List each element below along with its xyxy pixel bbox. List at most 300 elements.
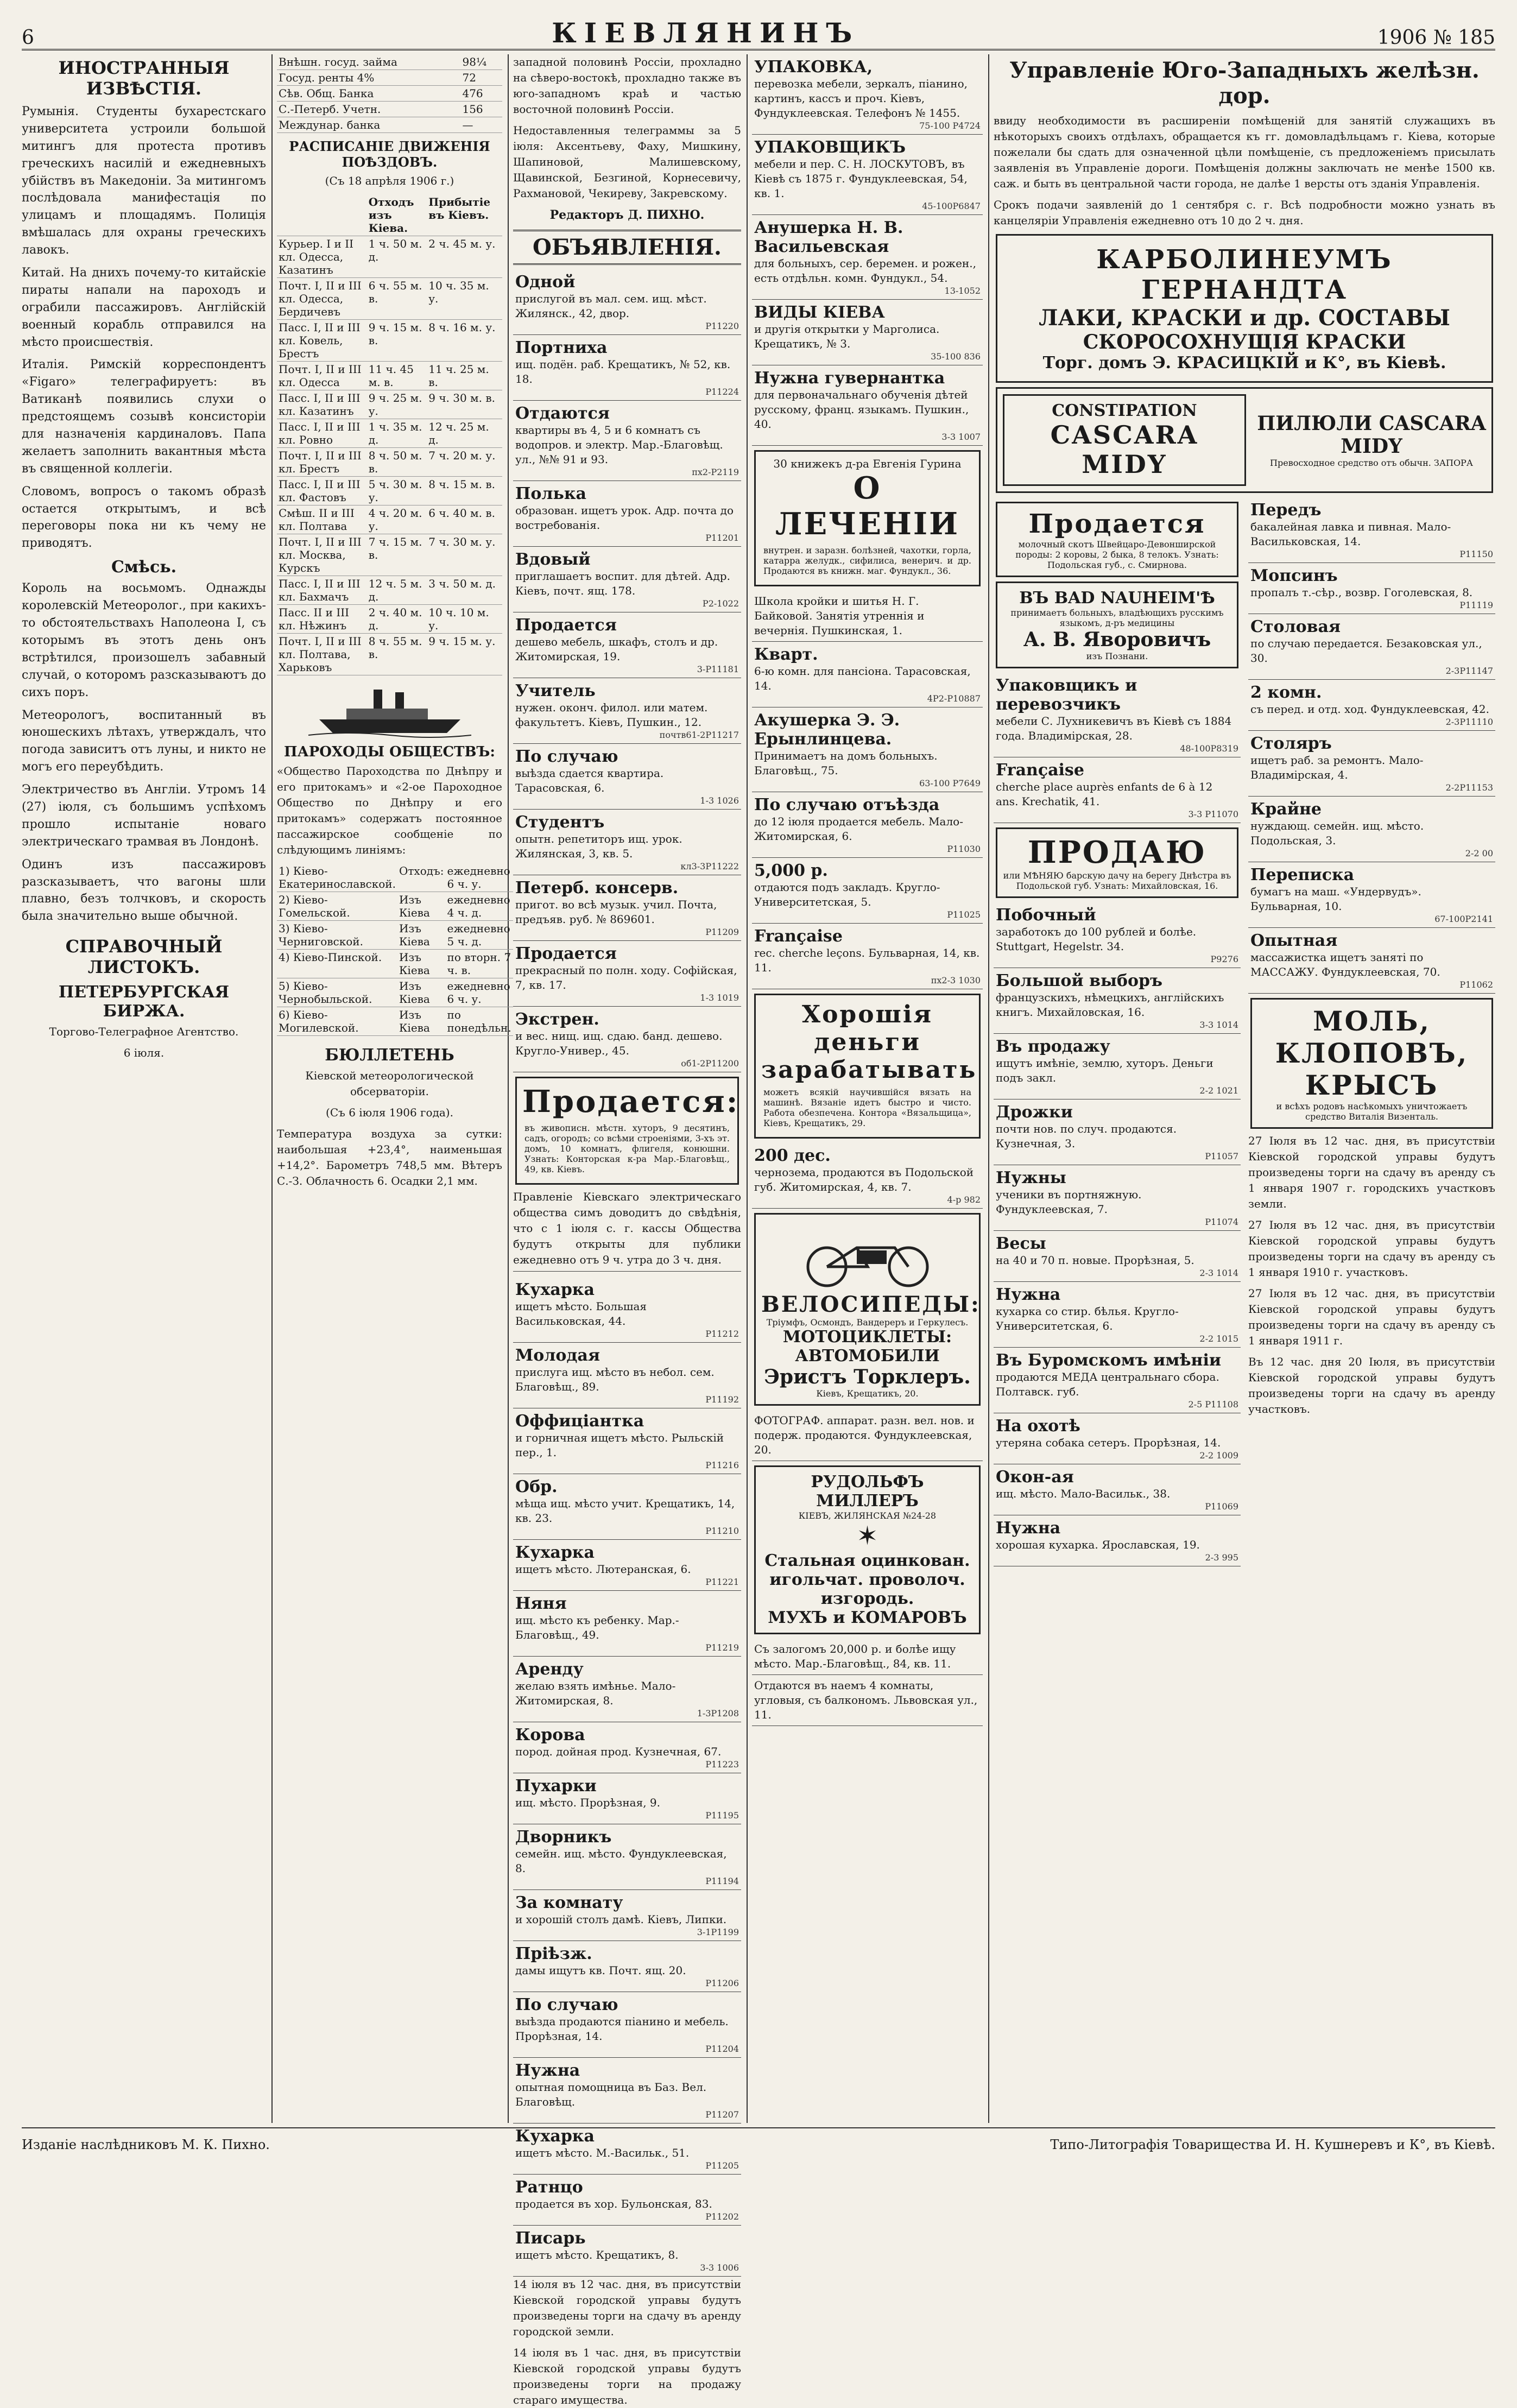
table-cell: ежедневно 5 ч. д. [446,921,513,950]
table-cell: 9 ч. 25 м. у. [367,390,427,419]
camera-ad-text: ФОТОГРАФ. аппарат. разн. вел. нов. и подерж. продаются. Фундуклеевская, 20. [754,1414,975,1456]
ad-text: квартиры въ 4, 5 и 6 комнатъ съ водопров. и электр. Мар.-Благовѣщ. ул., №№ 91 и 93. [515,423,723,466]
classified-ad [994,1282,1241,1348]
money-ad-box [754,994,981,1139]
ad-lead-word: Въ продажу [996,1037,1110,1056]
table-cell: Курьер. I и II кл. Одесса, Казатинъ [277,236,367,278]
classified-ad [994,1099,1241,1165]
ad-lead-word: 200 дес. [754,1146,831,1165]
dacha-sale-ad [996,827,1238,898]
table-cell: 3) Кіево-Черниговской. [277,921,397,950]
ad-text: отдаются подъ закладъ. Кругло-Университетская, 5. [754,881,940,908]
classified-list [994,673,1241,823]
ad-code: Р11210 [705,1525,739,1536]
ad-text: ищ. мѣсто къ ребенку. Мар.-Благовѣщ., 49. [515,1613,679,1641]
section-title-foreign: ИНОСТРАННЫЯ ИЗВѢСТІЯ. [58,58,230,99]
table-cell: Междунар. банка [277,117,460,133]
ad-lead-word: Мопсинъ [1250,566,1338,585]
ad-code: 2-3 1014 [1199,1268,1238,1278]
editor-name: Редакторъ Д. ПИХНО. [549,208,705,222]
table-cell: 6) Кіево-Могилевской. [277,1007,397,1036]
ad-code: 45-100Р6847 [922,201,981,211]
classified-ad [513,875,741,941]
table-cell: 7 ч. 20 м. у. [427,448,502,477]
agency-name: Торгово-Телеграфное Агентство. [49,1025,239,1039]
rent-ad-text: Отдаются въ наемъ 4 комнаты, угловыя, съ балкономъ. Львовская ул., 11. [754,1679,978,1721]
ad-text: опытная помощница въ Баз. Вел. Благовѣщ. [515,2080,707,2108]
table-cell: Пасс. I, II и III кл. Бахмачъ [277,576,367,605]
classified-ad [513,1773,741,1824]
classified-ad [752,365,983,446]
table-cell: 4 ч. 20 м. у. [367,505,427,534]
classified-ad [513,1343,741,1408]
ad-code: Р11221 [705,1576,739,1587]
ad-lead-word: На охотѣ [996,1417,1080,1436]
motorcycle-icon [797,1223,938,1288]
classified-list [752,642,983,989]
ad-text: желаю взять имѣнье. Мало-Житомирская, 8. [515,1679,676,1707]
ad-code: 2-3 995 [1205,1552,1238,1563]
rent-ad [752,1675,983,1726]
ad-lead-word: Акушерка Э. Э. Ерынлинцева. [754,711,900,749]
publisher-credit: Изданіе наслѣдниковъ М. К. Пихно. [22,2137,270,2152]
ad-lead-word: Нужна [515,2061,580,2080]
ad-text: и горничная ищетъ мѣсто. Рыльскій пер., 1. [515,1431,724,1459]
classified-list [1248,497,1495,994]
article-paragraph: Словомъ, вопросъ о такомъ образѣ остается открытымъ, и всѣ переговоры пока ни къ чему не приводятъ. [22,484,266,551]
classified-ad [513,2175,741,2226]
ad-code: 75-100 Р4724 [919,121,981,131]
ad-lead-word: Передъ [1250,501,1322,520]
classified-ad [513,1941,741,1992]
ad-text: ищетъ раб. за ремонтъ. Мало-Владимірская, 4. [1250,754,1424,781]
ships-text: «Общество Пароходства по Днѣпру и его притокамъ» и «2-ое Пароходное Общество по Днѣпру и его притокамъ» содержатъ постоянное пассажирское сообщеніе по слѣдующимъ линіямъ: [277,764,502,856]
column-announcements [513,54,741,2406]
bath-text: принимаетъ больныхъ, владѣющихъ русскимъ языкомъ, д-ръ медицины [1010,608,1224,628]
ad-text: перевозка мебели, зеркалъ, піанино, картинъ, кассъ и проч. Кіевъ, Фундуклеевская. Телефонъ № 1455. [754,77,968,119]
table-row [277,921,513,950]
ad-code: Р11209 [705,926,739,937]
table-row [277,320,502,362]
table-cell: ежедневно 6 ч. у. [446,863,513,892]
classified-ad [513,481,741,547]
cascara-ad [996,387,1493,493]
table-row [277,54,502,70]
ad-text: нужен. оконч. филол. или матем. факультетъ. Кіевъ, Пушкин., 12. [515,700,708,729]
classified-ad [1248,614,1495,680]
ad-lead-word: Отдаются [515,403,610,423]
ad-code: Р11220 [705,320,739,331]
classified-ad [994,1231,1241,1282]
train-schedule-table [277,194,502,675]
ad-code: пх2-3 1030 [931,975,981,985]
ad-text: дамы ищутъ кв. Почт. ящ. 20. [515,1963,686,1977]
ad-code: Р11074 [1205,1217,1238,1227]
table-row [277,950,513,978]
ad-lead-word: Нужны [996,1168,1066,1187]
ad-code: 2-2 1021 [1199,1085,1238,1096]
ad-lead-word: Аренду [515,1659,584,1679]
telegram-text: Недоставленныя телеграммы за 5 іюля: Аксентьеву, Фаху, Мишкину, Шапиновой, Малишевскому, Щавинской, Безгиной, Корнесевичу, Рахмановой, Чекиреву, Закревскому. [513,124,741,200]
ad-text: бумагъ на маш. «Ундервудъ». Бульварная, 10. [1250,885,1421,913]
table-cell: 11 ч. 25 м. в. [427,362,502,390]
table-row [277,419,502,448]
ad-code: Р11206 [705,1977,739,1988]
ad-lead-word: Побочный [996,906,1096,925]
carbolineum-products: ЛАКИ, КРАСКИ и др. СОСТАВЫ [1039,305,1450,331]
ad-lead-word: Окон-ая [996,1468,1074,1487]
table-row [277,534,502,576]
ship-lines-table [277,863,513,1036]
article-paragraph: Одинъ изъ пассажировъ разсказываетъ, что вагоны шли плавно, безъ толчковъ, и скорость была значительно выше обычной. [22,857,266,924]
book-ad-title: О ЛЕЧЕНІИ [775,470,960,542]
ad-lead-word: Экстрен. [515,1009,599,1029]
table-cell: ежедневно 6 ч. у. [446,978,513,1007]
printer-credit: Типо-Литографія Товарищества И. Н. Кушнеревъ и К°, въ Кіевѣ. [1050,2137,1495,2152]
ad-text: съ перед. и отд. ход. Фундуклеевская, 42. [1250,703,1489,716]
table-cell: 7 ч. 30 м. у. [427,534,502,576]
ad-text: ищутъ имѣніе, землю, хуторъ. Деньги подъ закл. [996,1057,1213,1084]
classified-ad [1248,563,1495,614]
ad-lead-word: Кварт. [754,645,818,664]
motorcycles-title: МОТОЦИКЛЕТЫ: [782,1328,952,1347]
auction-notices [1248,1133,1495,1417]
ad-text: приглашаетъ воспит. для дѣтей. Адр. Кіевъ, почт. ящ. 178. [515,569,730,597]
weather-text: западной половинѣ Россіи, прохладно на сѣверо-востокѣ, прохладно также въ юго-западномъ краѣ и частью восточной половинѣ Россіи. [513,55,741,116]
ad-code: 2-2Р11153 [1445,782,1493,793]
ad-lead-word: Въ Буромскомъ имѣніи [996,1351,1222,1370]
classified-ad [513,1722,741,1773]
classified-ad [513,2058,741,2123]
ad-lead-word: Петерб. консерв. [515,878,679,898]
classified-ad [513,941,741,1007]
bath-doctor: А. В. Яворовичъ [1023,628,1211,651]
classified-ad [752,924,983,989]
ad-text: заработокъ до 100 рублей и болѣе. Stuttgart, Hegelstr. 34. [996,925,1197,953]
money-ad-text: можетъ всякій научившійся вязать на машинѣ. Вязаніе идетъ быстро и чисто. Работа обезпечена. Контора «Вязальщица», Кіевъ, Крещатикъ, 29. [763,1087,971,1128]
sell-text: или МѢНЯЮ барскую дачу на берегу Днѣстра въ Подольской губ. Узнать: Михайловская, 16. [1003,870,1231,891]
ad-code: 4Р2-Р10887 [927,693,981,704]
table-row [277,236,502,278]
table-row [277,278,502,320]
article-paragraph: Китай. На днихъ почему-то китайскіе пираты напали на пароходъ и ограбили пассажировъ. Англійскій военный корабль отправился на мѣсто происшествія. [22,266,266,349]
ad-lead-word: Большой выборъ [996,971,1163,990]
seller-address: Кіевъ, Крещатикъ, 20. [816,1388,919,1399]
camera-ad [752,1410,983,1461]
ad-text: пород. дойная прод. Кузнечная, 67. [515,1745,722,1758]
classified-ad [513,678,741,744]
ad-code: Р11223 [705,1759,739,1769]
ad-lead-word: Учитель [515,681,596,700]
ad-code: 2-2 1015 [1199,1333,1238,1344]
ad-lead-word: Столовая [1250,617,1341,636]
ad-text: по случаю передается. Безаковская ул., 30. [1250,637,1482,665]
ad-lead-word: Française [996,761,1084,780]
column-rule [988,54,989,2123]
bulletin-text: Температура воздуха за сутки: наибольшая +23,4°, наименьшая +14,2°. Барометръ 748,5 мм. Вѣтеръ С.-З. Облачность 6. Осадки 2,1 мм. [277,1127,502,1187]
table-cell: 72 [460,70,502,86]
ad-code: 3-Р11181 [697,663,739,674]
table-row [277,1007,513,1036]
bulletin-date: (Съ 6 іюля 1906 года). [326,1106,453,1119]
classified-ad [1248,797,1495,862]
classified-ad [994,757,1241,823]
article-paragraph: Электричество въ Англіи. Утромъ 14 (27) іюля, съ большимъ успѣхомъ прошло испытаніе новаго электрическаго трамвая въ Лондонѣ. [22,783,266,849]
ad-lead-word: По случаю [515,1995,618,2014]
column-rule [271,54,273,2123]
table-row [277,86,502,102]
ad-code: 63-100 Р7649 [919,778,981,788]
ad-lead-word: Продается [515,944,617,963]
ad-code: Р11057 [1205,1151,1238,1161]
article-paragraph: Румынія. Студенты бухарестскаго университета устроили большой митингъ для протеста противъ греческихъ насилій и ежедневныхъ убійствъ въ Македоніи. За митингомъ послѣдовала манифестація по улицамъ и площадямъ. Полиція вмѣшалась для охраны греческихъ лавокъ. [22,105,266,257]
cascara-box-image [1003,394,1246,486]
article-paragraph: Король на восьмомъ. Однажды королевскій Метеоролог., при какихъ-то обстоятельствахъ Наполеона I, съ которымъ въ этотъ день онъ встрѣтился, произошелъ забавный случай, о которомъ разсказываютъ до сихъ поръ. [22,582,266,699]
column-foreign-news [22,54,266,2123]
table-cell: 1 ч. 35 м. д. [367,419,427,448]
table-row [277,605,502,634]
ad-text: Принимаетъ на домъ больныхъ. Благовѣщ., 75. [754,749,938,777]
exchange-date: 6 іюля. [123,1046,165,1060]
ad-text: семейн. ищ. мѣсто. Фундуклеевская, 8. [515,1847,727,1875]
ad-text: ищетъ мѣсто. М.-Васильк., 51. [515,2146,690,2159]
ad-lead-word: Кухарка [515,1280,595,1299]
table-cell: Пасс. II и III кл. Нѣжинъ [277,605,367,634]
column-rule [747,54,748,2123]
classified-ad [752,858,983,924]
article-paragraph: Метеорологъ, воспитанный въ юношескихъ лѣтахъ, утверждалъ, что погода зависитъ отъ луны, и никто не могъ его переубѣдить. [22,708,266,774]
table-header-cell: Прибытіе въ Кіевъ. [427,194,502,236]
pledge-ad-text: Съ залогомъ 20,000 р. и болѣе ищу мѣсто. Мар.-Благовѣщ., 84, кв. 11. [754,1642,956,1670]
schedule-subtitle: (Съ 18 апрѣля 1906 г.) [325,174,454,187]
ad-text: выѣзда продаются піанино и мебель. Прорѣзная, 14. [515,2014,729,2043]
ad-code: Р9276 [1210,954,1238,964]
classified-ad [994,1464,1241,1515]
exchange-table [277,54,502,133]
ad-text: продается въ хор. Бульонская, 83. [515,2197,712,2210]
ad-text: продаются МЕДА центральнаго сбора. Полтавск. губ. [996,1370,1219,1398]
classified-ad [513,547,741,612]
ad-text: кухарка со стир. бѣлья. Кругло-Университетская, 6. [996,1305,1179,1332]
for-sale-text: въ живописн. мѣстн. хуторъ, 9 десятинъ, садъ, огородъ; со всѣми строеніями, 3-хъ эт. домъ, 10 комнатъ, флигеля, конюшни. Узнать: Конторская к-ра Мар.-Благовѣщ., 49, кв. Кіевъ. [524,1122,730,1174]
ad-lead-word: Корова [515,1725,585,1745]
book-ad-head: 30 книжекъ д-ра Евгенія Гурина [773,457,962,470]
table-cell: 7 ч. 15 м. в. [367,534,427,576]
ad-code: 67-100Р2141 [1434,914,1493,924]
table-cell: ежедневно 4 ч. д. [446,892,513,921]
bicycles-title: ВЕЛОСИПЕДЫ: [761,1292,981,1317]
ad-code: 2-2 1009 [1199,1450,1238,1461]
classified-list [513,1277,741,2277]
ad-text: массажистка ищетъ заняті по МАССАЖУ. Фундуклеевская, 70. [1250,951,1440,978]
pills-text: Превосходное средство отъ обычн. ЗАПОРА [1270,458,1473,468]
ad-code: Р11030 [947,844,981,854]
page-number: 6 [22,27,34,49]
classified-ad [752,54,983,135]
ad-text: нуждающ. семейн. ищ. мѣсто. Подольская, 3. [1250,819,1424,847]
ad-code: Р11201 [705,532,739,543]
classified-ad [513,1824,741,1890]
ad-text: ищ. подён. раб. Крещатикъ, № 52, кв. 18. [515,357,731,385]
table-row [277,70,502,86]
table-cell: 6 ч. 55 м. в. [367,278,427,320]
ad-code: Р11202 [705,2211,739,2222]
column-large-ads [994,54,1495,2123]
ad-lead-word: Опытная [1250,931,1338,950]
carbolineum-title: КАРБОЛИНЕУМЪ ГЕРНАНДТА [1096,244,1393,305]
ad-text: дешево мебель, шкафъ, столъ и др. Житомирская, 19. [515,635,718,663]
table-cell: 2 ч. 40 м. д. [367,605,427,634]
table-cell: 1 ч. 50 м. д. [367,236,427,278]
ad-text: 6-ю комн. для пансіона. Тарасовская, 14. [754,665,971,692]
ad-lead-word: Писарь [515,2228,586,2248]
ad-lead-word: ВИДЫ КІЕВА [754,303,885,322]
ad-lead-word: Весы [996,1234,1046,1253]
ad-code: Р11069 [1205,1501,1238,1512]
star-icon: ✶ [856,1521,878,1551]
table-cell: Изъ Кіева [397,921,446,950]
miller-head: РУДОЛЬФЪ МИЛЛЕРЪ [811,1472,924,1510]
ad-code: Р2-1022 [702,598,739,609]
ad-code: 3-3 1014 [1199,1020,1238,1030]
auction-notice: 14 іюля въ 1 час. дня, въ присутствіи Кіевской городской управы будутъ произведены торги на продажу стараго имущества. [513,2346,741,2406]
ad-code: 3-3 Р11070 [1188,809,1238,819]
classified-list [752,54,983,446]
classified-ad [513,2226,741,2277]
bath-title: ВЪ BAD NAUHEIM'Ѣ [1019,589,1215,608]
table-cell: Пасс. I, II и III кл. Ровно [277,419,367,448]
bicycle-brands: Тріумфъ, Осмондъ, Вандереръ и Геркулесъ. [766,1317,969,1328]
ad-lead-word: Вдовый [515,549,591,569]
classified-ad [752,707,983,792]
classified-list [752,1143,983,1209]
table-row [277,505,502,534]
ad-lead-word: Одной [515,272,576,292]
table-cell: Пасс. I, II и III кл. Фастовъ [277,477,367,505]
classified-ad [1248,928,1495,994]
ads-title: ОБЪЯВЛЕНІЯ. [513,230,741,265]
ad-code: Р11219 [705,1642,739,1653]
ad-text: для больныхъ, сер. беремен. и рожен., есть отдѣльн. комн. Фундукл., 54. [754,257,976,285]
ad-text: чернозема, продаются въ Подольской губ. Житомирская, 4, кв. 7. [754,1166,974,1193]
bicycle-ad-box [754,1213,981,1406]
ad-code: Р11195 [705,1810,739,1821]
miller-address: КІЕВЪ, ЖИЛЯНСКАЯ №24-28 [798,1510,937,1521]
sale-text: молочный скотъ Швейцаро-Девонширской породы: 2 коровы, 2 быка, 8 телокъ. Узнать: Подольская губ., с. Смирнова. [1015,539,1219,570]
table-cell: 3 ч. 50 м. д. [427,576,502,605]
article-paragraph: Италія. Римскій корреспондентъ «Figaro» телеграфируетъ: въ Ватиканѣ появились слухи о предстоящемъ созывѣ консисторіи для назначенія кардиналовъ. Папа желаетъ заполнить вакантныя мѣста въ священной коллегіи. [22,358,266,476]
table-row [277,362,502,390]
ad-text: прислуга ищ. мѣсто въ небол. сем. Благовѣщ., 89. [515,1365,715,1393]
ad-text: хорошая кухарка. Ярославская, 19. [996,1538,1200,1551]
ad-text: на 40 и 70 п. новые. Прорѣзная, 5. [996,1254,1194,1267]
table-cell: по вторн. 7 ч. в. [446,950,513,978]
ad-code: 48-100Р8319 [1180,743,1238,754]
ad-code: Р11212 [705,1328,739,1339]
ad-lead-word: Столяръ [1250,734,1332,753]
ad-lead-word: 2 комн. [1250,683,1322,702]
ad-lead-word: Кухарка [515,1543,595,1562]
table-cell: 5 ч. 30 м. у. [367,477,427,505]
ad-text: для первоначальнаго обученія дѣтей русскому, франц. языкамъ. Пушкин., 40. [754,388,969,431]
miller-ad-box [754,1465,981,1634]
ad-code: об1-2Р11200 [681,1058,739,1069]
masthead [22,11,1495,50]
ad-code: 2-3Р11147 [1445,666,1493,676]
ad-text: прекрасный по полн. ходу. Софійская, 7, кв. 17. [515,963,737,991]
ad-code: Р11194 [705,1875,739,1886]
classified-ad [1248,497,1495,563]
constipation-label: CONSTIPATION [1052,401,1197,420]
moth-text: и всѣхъ родовъ насѣкомыхъ уничтожаетъ средство Виталія Визенталь. [1276,1101,1468,1122]
ad-text: прислугой въ мал. сем. ищ. мѣст. Жилянск., 42, двор. [515,292,707,320]
ad-lead-word: Пухарки [515,1776,597,1796]
table-cell: 12 ч. 25 м. д. [427,419,502,448]
book-ad-box [754,450,981,586]
bulletin-subtitle: Кіевской метеорологической обсерваторіи. [305,1069,474,1098]
table-cell: Почт. I, II и III кл. Брестъ [277,448,367,477]
ad-text: ищетъ мѣсто. Большая Васильковская, 44. [515,1299,647,1328]
ad-text: rec. cherche leçons. Бульварная, 14, кв. 11. [754,946,980,974]
table-cell: 10 ч. 35 м. у. [427,278,502,320]
table-row [277,117,502,133]
schedule-title: РАСПИСАНІЕ ДВИЖЕНІЯ ПОѢЗДОВЪ. [289,138,490,170]
table-row [277,448,502,477]
section-title-smes: Смѣсь. [111,558,177,577]
table-cell: Отходъ: [397,863,446,892]
classified-ad [994,1413,1241,1464]
carbolineum-paints: СКОРОСОХНУЩІЯ КРАСКИ [1083,331,1406,353]
table-cell: Изъ Кіева [397,950,446,978]
ad-text: французскихъ, нѣмецкихъ, англійскихъ книгъ. Михайловская, 16. [996,991,1224,1019]
classified-ad [513,1890,741,1941]
ad-lead-word: УПАКОВКА, [754,58,873,77]
sell-title: ПРОДАЮ [1027,835,1207,870]
table-cell: Изъ Кіева [397,892,446,921]
table-row [277,102,502,117]
ad-code: 13-1052 [944,286,981,296]
auction-notice: 27 Іюля въ 12 час. дня, въ присутствіи Кіевской городской управы будутъ произведены торги на сдачу въ аренду съ 1 января 1910 г. участковъ. [1248,1218,1495,1279]
classified-ad [513,1007,741,1072]
ad-lead-word: Обр. [515,1477,558,1496]
page-footer [22,2127,1495,2161]
ad-lead-word: Студентъ [515,812,605,832]
table-cell: 10 ч. 10 м. у. [427,605,502,634]
table-cell: 8 ч. 55 м. в. [367,634,427,675]
ad-code: кл3-3Р11222 [680,861,739,871]
classified-ad [994,1165,1241,1231]
table-header-cell [277,194,367,236]
table-row [277,892,513,921]
sewing-school-text: Школа кройки и шитья Н. Г. Байковой. Занятія утреннія и вечернія. Пушкинская, 1. [754,595,925,637]
ad-text: ученики въ портняжную. Фундуклеевская, 7. [996,1188,1142,1216]
classified-ad [513,335,741,401]
ad-code: 2-5 Р11108 [1188,1399,1238,1410]
table-cell: Сѣв. Общ. Банка [277,86,460,102]
ad-lead-word: Дворникъ [515,1827,612,1847]
classified-ad [752,135,983,215]
pledge-ad [752,1639,983,1675]
ad-lead-word: Нужна [996,1519,1061,1538]
classified-list [994,902,1241,1566]
ad-text: ищ. мѣсто. Мало-Васильк., 38. [996,1487,1171,1500]
issue-number: 1906 № 185 [1377,27,1495,49]
ad-lead-word: Нужна гувернантка [754,369,945,388]
table-cell: 1) Кіево-Екатеринославской. [277,863,397,892]
bath-from: изъ Познани. [1086,651,1148,661]
ad-code: Р11205 [705,2160,739,2171]
table-cell: Почт. I, II и III кл. Москва, Курскъ [277,534,367,576]
